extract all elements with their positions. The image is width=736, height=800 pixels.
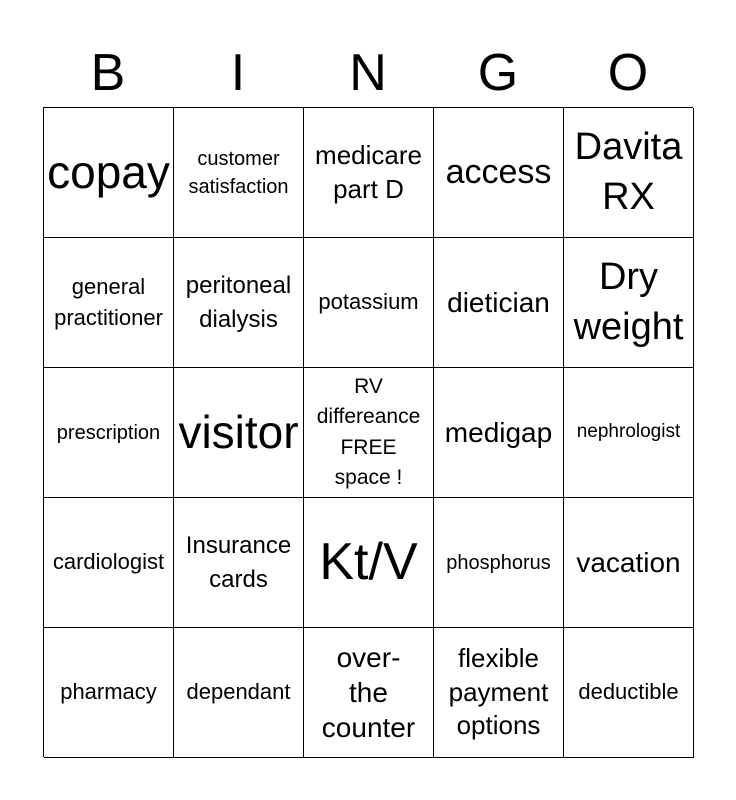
bingo-cell[interactable] — [564, 238, 694, 368]
bingo-cell[interactable] — [434, 498, 564, 628]
cell-text: peritoneal dialysis — [185, 271, 292, 333]
bingo-cell[interactable] — [304, 628, 434, 758]
cell-text: dependant — [186, 679, 291, 705]
bingo-cell[interactable] — [174, 108, 304, 238]
cell-text: flexible payment options — [448, 642, 549, 741]
cell-text: copay — [47, 146, 170, 199]
cell-text: medigap — [444, 417, 553, 448]
cell-text: general practitioner — [54, 273, 163, 330]
cell-text: pharmacy — [60, 679, 157, 705]
header-letter-o: O — [607, 44, 649, 102]
bingo-cell[interactable] — [434, 108, 564, 238]
cell-text: visitor — [178, 406, 299, 459]
cell-text: phosphorus — [446, 551, 551, 574]
header-letter-i: I — [230, 44, 246, 102]
bingo-cell[interactable] — [434, 368, 564, 498]
bingo-cell[interactable] — [434, 238, 564, 368]
cell-text: prescription — [56, 421, 161, 444]
cell-text: access — [445, 153, 552, 192]
bingo-cell[interactable] — [564, 108, 694, 238]
bingo-cell[interactable] — [44, 238, 174, 368]
header-letter-g: G — [477, 44, 519, 102]
cell-text: vacation — [576, 547, 681, 578]
bingo-header — [43, 38, 693, 108]
cell-text: potassium — [318, 289, 419, 315]
bingo-cell[interactable] — [564, 628, 694, 758]
bingo-cell[interactable] — [174, 368, 304, 498]
cell-text: nephrologist — [576, 421, 681, 443]
bingo-cell[interactable] — [174, 628, 304, 758]
bingo-cell[interactable] — [44, 108, 174, 238]
bingo-cell[interactable] — [44, 498, 174, 628]
header-letter-b: B — [90, 44, 126, 102]
bingo-cell[interactable] — [304, 498, 434, 628]
cell-text: deductible — [578, 679, 679, 705]
cell-text: cardiologist — [52, 549, 165, 575]
bingo-cell[interactable] — [174, 498, 304, 628]
bingo-cell free-space[interactable] — [304, 368, 434, 498]
bingo-cell[interactable] — [564, 368, 694, 498]
bingo-cell[interactable] — [44, 368, 174, 498]
cell-text: Kt/V — [319, 532, 418, 591]
cell-text: Davita RX — [574, 126, 683, 218]
header-letter-n: N — [349, 44, 387, 102]
bingo-cell[interactable] — [304, 108, 434, 238]
cell-text: Insurance cards — [185, 531, 292, 593]
bingo-cell[interactable] — [564, 498, 694, 628]
cell-text: dietician — [447, 287, 550, 318]
cell-text: customer satisfaction — [188, 147, 289, 198]
cell-text: Dry weight — [573, 256, 684, 348]
bingo-cell[interactable] — [304, 238, 434, 368]
bingo-cell[interactable] — [434, 628, 564, 758]
bingo-cell[interactable] — [174, 238, 304, 368]
bingo-board — [43, 107, 693, 757]
bingo-cell[interactable] — [44, 628, 174, 758]
cell-text: over- the counter — [321, 642, 416, 743]
cell-text: RV differeance FREE space ! — [316, 374, 421, 489]
cell-text: medicare part D — [315, 139, 422, 204]
